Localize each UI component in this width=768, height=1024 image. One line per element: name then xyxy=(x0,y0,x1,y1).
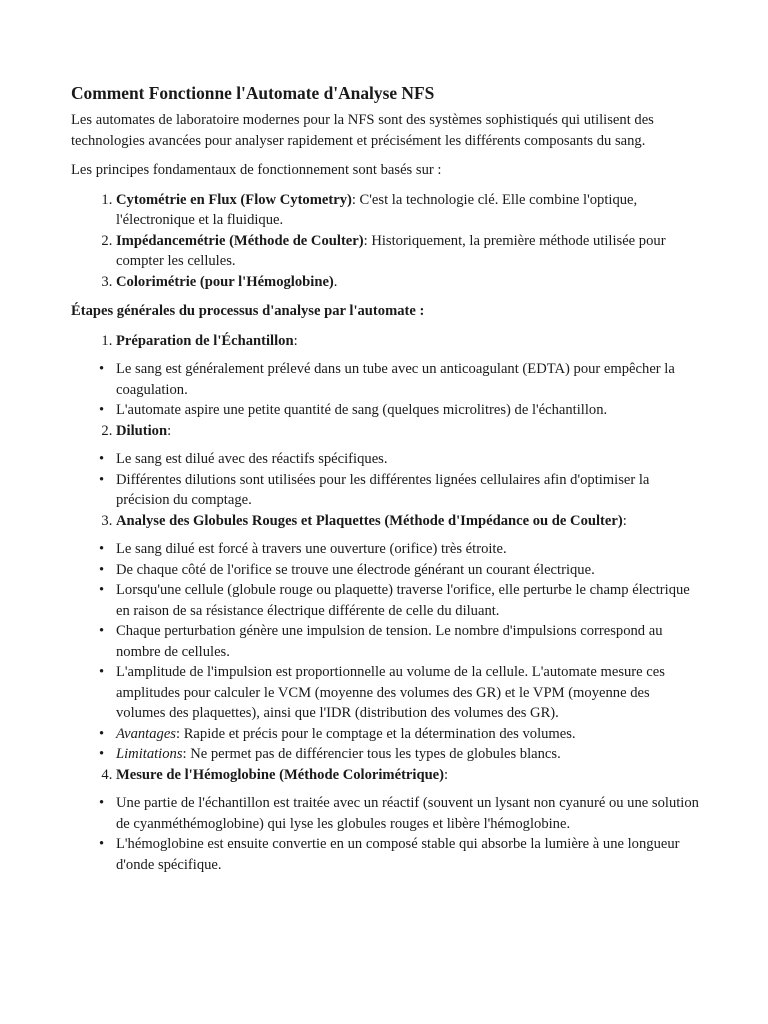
principles-intro: Les principes fondamentaux de fonctionnement sont basés sur : xyxy=(71,162,442,178)
bullet-italic-label: Avantages xyxy=(116,725,176,742)
page-title: Comment Fonctionne l'Automate d'Analyse NFS xyxy=(71,83,435,103)
bullet-item: • Chaque perturbation génère une impulsion de tension. Le nombre d'impulsions correspond au nombre de cellules. xyxy=(116,621,700,662)
intro-paragraph: Les automates de laboratoire modernes pour la NFS sont des systèmes sophistiqués qui utilisent des technologies avancées pour analyser rapidement et précisément les différents composants du sang. xyxy=(71,112,654,149)
bullet-list xyxy=(116,449,700,511)
step-suffix: : xyxy=(444,766,449,783)
bullet-italic-label: Limitations xyxy=(116,746,183,762)
list-item xyxy=(116,511,700,765)
principles-list xyxy=(71,190,700,293)
list-item xyxy=(116,765,700,876)
step-suffix: : xyxy=(622,512,627,529)
bullet-item: • L'automate aspire une petite quantité de sang (quelques microlitres) de l'échantillon. xyxy=(116,400,700,421)
principle-label: Impédancemétrie (Méthode de Coulter) xyxy=(116,232,364,249)
bullet-text: : Rapide et précis pour le comptage et la détermination des volumes. xyxy=(176,725,576,742)
list-item xyxy=(116,331,700,421)
step-suffix: : xyxy=(167,422,172,439)
bullet-item: • Différentes dilutions sont utilisées pour les différentes lignées cellulaires afin d'optimiser la précision du comptage. xyxy=(116,470,700,511)
bullet-item xyxy=(116,724,700,745)
bullet-text: : Ne permet pas de différencier tous les types de globules blancs. xyxy=(182,746,561,762)
list-item xyxy=(116,421,700,511)
bullet-item xyxy=(116,744,700,765)
bullet-item: • Le sang est généralement prélevé dans un tube avec un anticoagulant (EDTA) pour empêcher la coagulation. xyxy=(116,359,700,400)
list-item xyxy=(116,231,700,272)
step-label: Dilution xyxy=(116,422,168,439)
bullet-item: • Lorsqu'une cellule (globule rouge ou plaquette) traverse l'orifice, elle perturbe le champ électrique en raison de sa résistance électrique différente de celle du diluant. xyxy=(116,580,700,621)
bullet-list xyxy=(116,359,700,421)
list-item xyxy=(116,190,700,231)
bullet-item: • Le sang est dilué avec des réactifs spécifiques. xyxy=(116,449,700,470)
bullet-item: • De chaque côté de l'orifice se trouve une électrode générant un courant électrique. xyxy=(116,560,700,581)
principle-text: : Historiquement, la première méthode utilisée pour compter les cellules. xyxy=(116,232,666,269)
principle-label: Colorimétrie (pour l'Hémoglobine) xyxy=(116,273,334,290)
bullet-list xyxy=(116,793,700,875)
bullet-list xyxy=(116,539,700,765)
step-label: Analyse des Globules Rouges et Plaquettes (Méthode d'Impédance ou de Coulter) xyxy=(116,512,623,529)
bullet-item: • L'amplitude de l'impulsion est proportionnelle au volume de la cellule. L'automate mesure ces amplitudes pour calculer le VCM (moyenne des volumes des GR) et le VPM (moyenne des volumes des plaquettes), ainsi que l'IDR (distribution des volumes des GR). xyxy=(116,662,700,724)
principle-text: : C'est la technologie clé. Elle combine l'optique, l'électronique et la fluidique. xyxy=(116,191,638,228)
list-item xyxy=(116,272,700,293)
principle-label: Cytométrie en Flux (Flow Cytometry) xyxy=(116,191,352,208)
principle-text: . xyxy=(333,273,338,290)
steps-list xyxy=(71,331,700,876)
bullet-item: • Une partie de l'échantillon est traitée avec un réactif (souvent un lysant non cyanuré ou une solution de cyanméthémoglobine) qui lyse les globules rouges et libère l'hémoglobine. xyxy=(116,793,700,834)
steps-heading: Étapes générales du processus d'analyse par l'automate : xyxy=(71,303,425,319)
bullet-item: • L'hémoglobine est ensuite convertie en un composé stable qui absorbe la lumière à une longueur d'onde spécifique. xyxy=(116,834,700,875)
step-label: Mesure de l'Hémoglobine (Méthode Colorimétrique) xyxy=(116,766,445,783)
step-label: Préparation de l'Échantillon xyxy=(116,332,294,349)
step-suffix: : xyxy=(293,332,298,349)
bullet-item: • Le sang dilué est forcé à travers une ouverture (orifice) très étroite. xyxy=(116,539,700,560)
